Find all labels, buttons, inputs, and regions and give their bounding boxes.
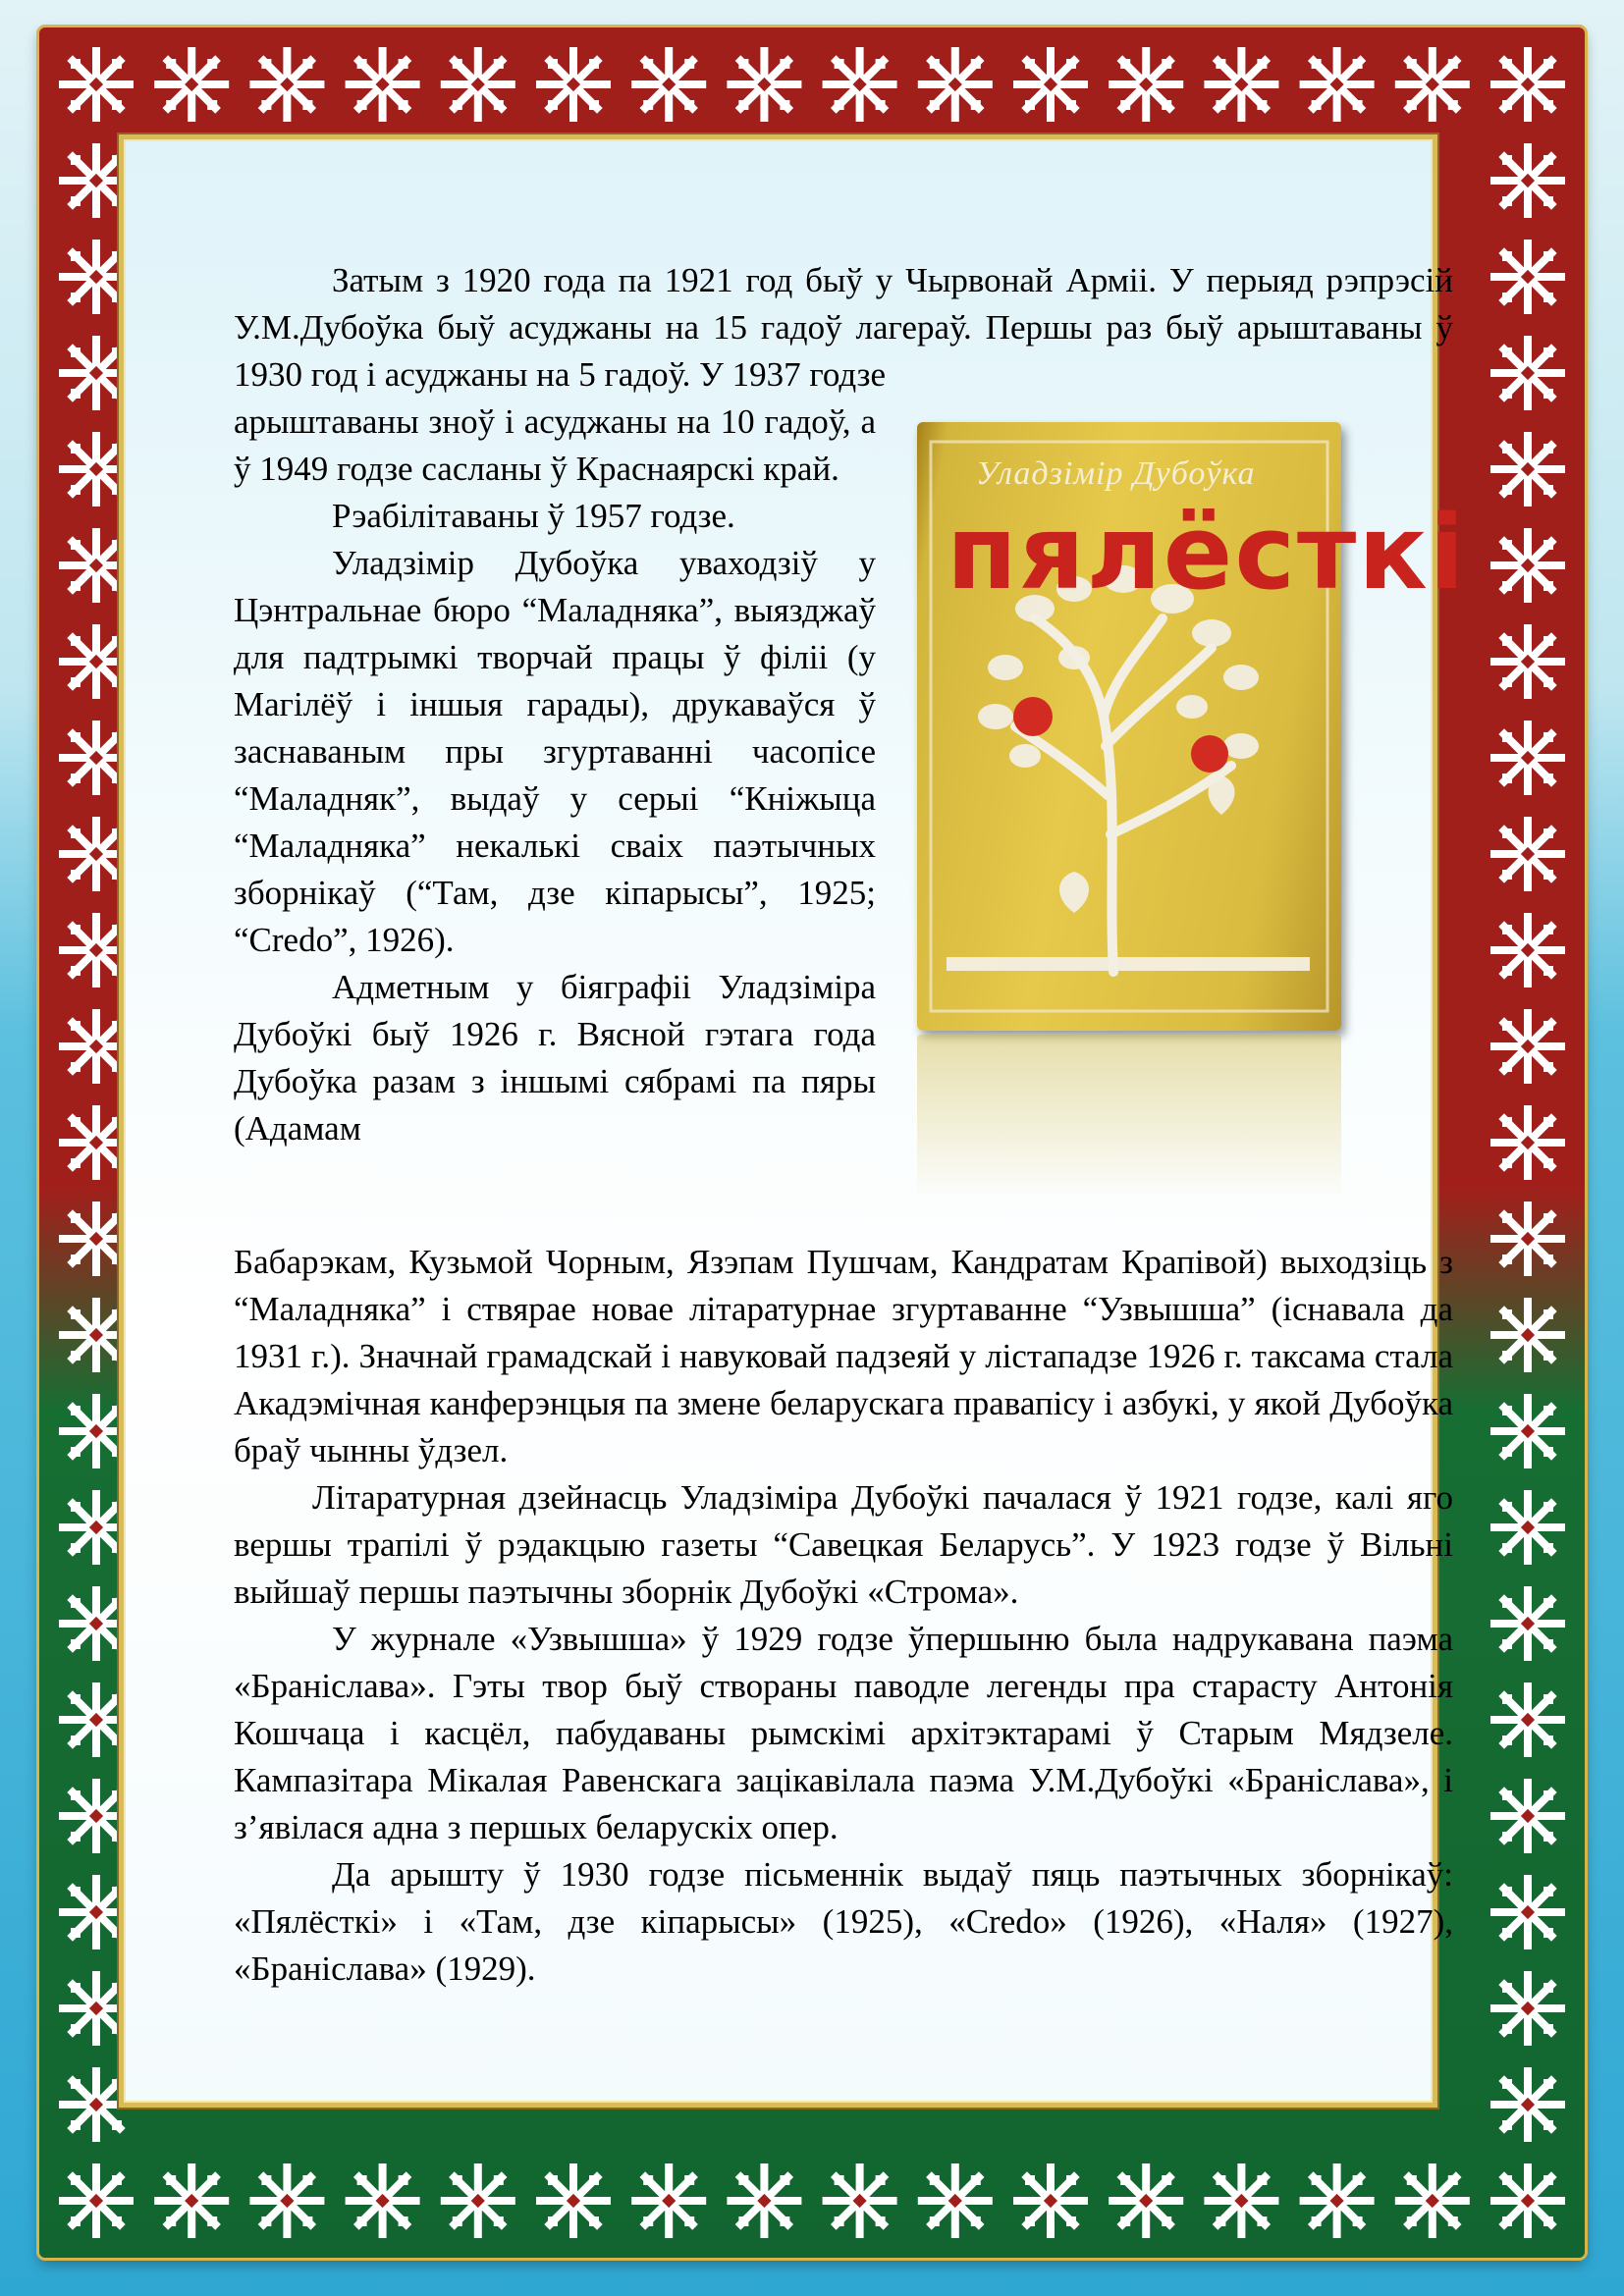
- ornament-star: [1490, 143, 1565, 218]
- ornament-star: [1490, 913, 1565, 988]
- narrow-column: [234, 399, 876, 1152]
- ornament-star: [1490, 240, 1565, 314]
- ornament-star: [1490, 1875, 1565, 1949]
- ornament-star: [1013, 2163, 1088, 2238]
- book-title: пялёсткі: [947, 493, 1467, 613]
- ornament-star: [249, 2163, 324, 2238]
- ornament-star: [1395, 47, 1470, 122]
- ornament-star: [1490, 721, 1565, 795]
- ornament-star: [1490, 1201, 1565, 1276]
- ornament-star: [1490, 1682, 1565, 1757]
- paragraph-3: Уладзімір Дубоўка уваходзіў у Цэнтральнае бюро “Маладняка”, выязджаў для падтрымкі творчай працы ў філіі (у Магілёў і іншыя гарады), друкаваўся ў заснаваным пры згуртаванні часопісе “Маладняк”, выдаў у серыі “Кніжыца “Маладняка” некалькі сваіх паэтычных зборнікаў (“Там, дзе кіпарысы”, 1925; “Credo”, 1926).: [234, 544, 876, 959]
- ornament-star: [441, 47, 515, 122]
- paragraph-2: Рэабілітаваны ў 1957 годзе.: [332, 497, 735, 535]
- paragraph-5: Літаратурная дзейнасць Уладзіміра Дубоўкі пачалася ў 1921 годзе, калі яго вершы трапілі ў рэдакцыю газеты “Савецкая Беларусь”. У 1923 годзе ў Вільні выйшаў першы паэтычны зборнік Дубоўкі «Строма».: [234, 1478, 1453, 1611]
- ornament-star: [1204, 47, 1278, 122]
- ornament-star: [1204, 2163, 1278, 2238]
- paragraph-1: [234, 257, 1453, 399]
- ornament-star: [631, 47, 706, 122]
- ornament-star: [441, 2163, 515, 2238]
- ornament-star: [1395, 2163, 1470, 2238]
- ornament-star: [1490, 1009, 1565, 1084]
- ornament-star: [1490, 2067, 1565, 2142]
- ornament-star: [1490, 1779, 1565, 1853]
- ornament-star: [1109, 2163, 1183, 2238]
- ornament-star: [1300, 47, 1375, 122]
- ornament-star: [1490, 1298, 1565, 1372]
- ornament-star: [823, 47, 897, 122]
- ornament-star: [727, 47, 801, 122]
- ornament-star: [1490, 1490, 1565, 1565]
- ornament-star: [1490, 2163, 1565, 2238]
- book-author: Уладзімір Дубоўка: [976, 455, 1256, 492]
- ornament-star: [918, 2163, 993, 2238]
- ornament-star: [154, 47, 229, 122]
- ornament-star: [346, 2163, 420, 2238]
- ornament-star: [1490, 1586, 1565, 1661]
- ornament-star: [1490, 528, 1565, 603]
- ornament-star: [249, 47, 324, 122]
- ornament-star: [59, 47, 134, 122]
- ornament-star: [1300, 2163, 1375, 2238]
- ornament-star: [1490, 1971, 1565, 2046]
- ornament-star: [1490, 432, 1565, 507]
- ornament-star: [823, 2163, 897, 2238]
- ornament-star: [1490, 47, 1565, 122]
- ornament-star: [631, 2163, 706, 2238]
- paragraph-4-continued: Бабарэкам, Кузьмой Чорным, Язэпам Пушчам, Кандратам Крапівой) выходзіць з “Маладняка” і ствярае новае літаратурнае згуртаванне “Узвышша” (існавала да 1931 г.). Значнай грамадскай і навуковай падзеяй у лістападзе 1926 г. таксама стала Акадэмічная канферэнцыя па змене беларускага правапісу і азбукі, у якой Дубоўка браў чынны ўдзел.: [234, 1243, 1453, 1469]
- ornament-star: [59, 2163, 134, 2238]
- ornament-star: [1490, 1394, 1565, 1468]
- ornament-star: [1013, 47, 1088, 122]
- wide-column: [234, 1239, 1453, 1993]
- ornament-star: [918, 47, 993, 122]
- paragraph-6: У журнале «Узвышша» ў 1929 годзе ўпершыню была надрукавана паэма «Браніслава». Гэты твор быў створаны паводле легенды пра старасту Антонія Кошчаца і касцёл, пабудаваны рымскімі архітэктарамі ў Старым Мядзеле. Кампазітара Мікалая Равенскага зацікавілала паэма У.М.Дубоўкі «Браніслава», і з’явілася адна з першых беларускіх опер.: [234, 1620, 1453, 1846]
- ornament-star: [154, 2163, 229, 2238]
- ornament-star: [346, 47, 420, 122]
- ornament-star: [1490, 624, 1565, 699]
- ornament-star: [536, 2163, 611, 2238]
- paragraph-1-text: Затым з 1920 года па 1921 год быў у Чырвонай Арміі. У перыяд рэпрэсій У.М.Дубоўка быў асуджаны на 15 гадоў лагераў. Першы раз быў арыштаваны ў 1930 год і асуджаны на 5 гадоў. У 1937 годзе: [234, 261, 1453, 394]
- ornament-star: [1490, 1105, 1565, 1180]
- book-cover: [917, 422, 1467, 1031]
- book-cover-illustration: [917, 422, 1467, 1237]
- paragraph-4-start: Адметным у біяграфіі Уладзіміра Дубоўкі быў 1926 г. Вясной гэтага года Дубоўка разам з іншымі сябрамі па пяры (Адамам: [234, 968, 876, 1148]
- ornament-star: [727, 2163, 801, 2238]
- paragraph-1-continued: арыштаваны зноў і асуджаны на 10 гадоў, а ў 1949 годзе сасланы ў Краснаярскі край.: [234, 402, 876, 488]
- book-reflection: [917, 1035, 1341, 1231]
- ornament-star: [536, 47, 611, 122]
- ornament-star: [1490, 817, 1565, 891]
- paragraph-7: Да арышту ў 1930 годзе пісьменнік выдаў пяць паэтычных зборнікаў: «Пялёсткі» і «Там, дзе кіпарысы» (1925), «Credo» (1926), «Наля» (1927), «Браніслава» (1929).: [234, 1855, 1453, 1988]
- ornament-star: [1109, 47, 1183, 122]
- ornament-star: [1490, 336, 1565, 410]
